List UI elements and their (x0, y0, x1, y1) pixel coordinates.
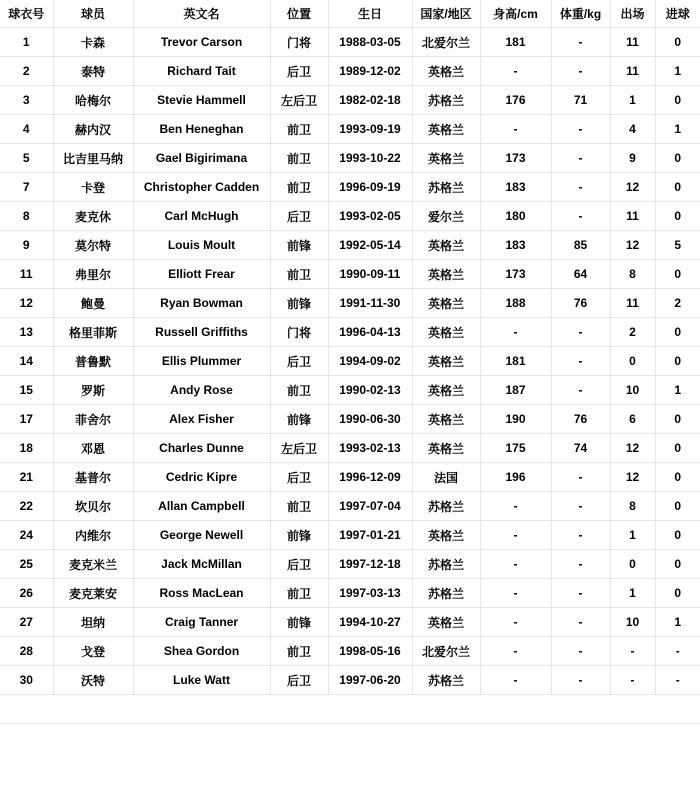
table-row (0, 579, 700, 608)
weight-cell: - (551, 318, 610, 347)
weight-cell: - (551, 608, 610, 637)
appearances-cell: 12 (610, 434, 655, 463)
jersey-number-cell: 1 (0, 28, 53, 57)
goals-cell: 5 (655, 231, 700, 260)
appearances-cell: 11 (610, 28, 655, 57)
player-name-cell: 哈梅尔 (53, 86, 133, 115)
country-cell: 苏格兰 (412, 550, 480, 579)
country-cell: 英格兰 (412, 347, 480, 376)
country-cell: 英格兰 (412, 115, 480, 144)
jersey-number-cell: 18 (0, 434, 53, 463)
table-row (0, 115, 700, 144)
position-cell: 后卫 (270, 202, 328, 231)
jersey-number-cell: 17 (0, 405, 53, 434)
player-name-cell: 卡登 (53, 173, 133, 202)
english-name-cell: Richard Tait (133, 57, 270, 86)
goals-cell: 0 (655, 144, 700, 173)
jersey-number-cell: 26 (0, 579, 53, 608)
position-cell: 后卫 (270, 463, 328, 492)
table-row (0, 289, 700, 318)
birthday-cell: 1990-02-13 (328, 376, 412, 405)
appearances-cell: 11 (610, 289, 655, 318)
country-cell: 英格兰 (412, 405, 480, 434)
height-cell: 187 (480, 376, 551, 405)
player-name-cell: 弗里尔 (53, 260, 133, 289)
table-footer-empty-row (0, 695, 700, 724)
height-cell: - (480, 637, 551, 666)
jersey-number-cell: 21 (0, 463, 53, 492)
weight-cell: - (551, 666, 610, 695)
goals-cell: 2 (655, 289, 700, 318)
goals-cell: 1 (655, 608, 700, 637)
height-cell: - (480, 521, 551, 550)
column-header-birthday: 生日 (328, 0, 412, 28)
goals-cell: 1 (655, 376, 700, 405)
position-cell: 前卫 (270, 376, 328, 405)
position-cell: 前卫 (270, 579, 328, 608)
height-cell: - (480, 318, 551, 347)
birthday-cell: 1993-02-13 (328, 434, 412, 463)
player-name-cell: 鲍曼 (53, 289, 133, 318)
goals-cell: 0 (655, 463, 700, 492)
appearances-cell: 2 (610, 318, 655, 347)
weight-cell: - (551, 144, 610, 173)
column-header-weight: 体重/kg (551, 0, 610, 28)
position-cell: 前锋 (270, 608, 328, 637)
appearances-cell: 8 (610, 260, 655, 289)
goals-cell: 0 (655, 28, 700, 57)
weight-cell: - (551, 492, 610, 521)
jersey-number-cell: 24 (0, 521, 53, 550)
country-cell: 英格兰 (412, 57, 480, 86)
country-cell: 苏格兰 (412, 173, 480, 202)
english-name-cell: Louis Moult (133, 231, 270, 260)
weight-cell: 76 (551, 289, 610, 318)
birthday-cell: 1997-01-21 (328, 521, 412, 550)
jersey-number-cell: 30 (0, 666, 53, 695)
birthday-cell: 1990-09-11 (328, 260, 412, 289)
goals-cell: 0 (655, 434, 700, 463)
jersey-number-cell: 4 (0, 115, 53, 144)
height-cell: 181 (480, 347, 551, 376)
position-cell: 后卫 (270, 666, 328, 695)
goals-cell: 1 (655, 57, 700, 86)
height-cell: 173 (480, 144, 551, 173)
weight-cell: 64 (551, 260, 610, 289)
weight-cell: 74 (551, 434, 610, 463)
position-cell: 前锋 (270, 289, 328, 318)
english-name-cell: Ben Heneghan (133, 115, 270, 144)
english-name-cell: Cedric Kipre (133, 463, 270, 492)
player-name-cell: 基普尔 (53, 463, 133, 492)
height-cell: 183 (480, 231, 551, 260)
jersey-number-cell: 3 (0, 86, 53, 115)
goals-cell: - (655, 666, 700, 695)
position-cell: 前锋 (270, 231, 328, 260)
table-row (0, 521, 700, 550)
birthday-cell: 1996-04-13 (328, 318, 412, 347)
country-cell: 苏格兰 (412, 666, 480, 695)
player-name-cell: 赫内汉 (53, 115, 133, 144)
weight-cell: - (551, 173, 610, 202)
weight-cell: - (551, 376, 610, 405)
jersey-number-cell: 2 (0, 57, 53, 86)
weight-cell: - (551, 28, 610, 57)
table-row (0, 550, 700, 579)
jersey-number-cell: 28 (0, 637, 53, 666)
height-cell: 190 (480, 405, 551, 434)
height-cell: - (480, 550, 551, 579)
appearances-cell: 1 (610, 579, 655, 608)
player-name-cell: 泰特 (53, 57, 133, 86)
player-name-cell: 罗斯 (53, 376, 133, 405)
height-cell: 183 (480, 173, 551, 202)
weight-cell: - (551, 115, 610, 144)
english-name-cell: Andy Rose (133, 376, 270, 405)
goals-cell: 0 (655, 86, 700, 115)
country-cell: 苏格兰 (412, 492, 480, 521)
table-row (0, 231, 700, 260)
player-name-cell: 比吉里马纳 (53, 144, 133, 173)
player-name-cell: 麦克休 (53, 202, 133, 231)
position-cell: 前锋 (270, 405, 328, 434)
player-name-cell: 卡森 (53, 28, 133, 57)
country-cell: 英格兰 (412, 608, 480, 637)
country-cell: 英格兰 (412, 376, 480, 405)
appearances-cell: 6 (610, 405, 655, 434)
goals-cell: 0 (655, 347, 700, 376)
jersey-number-cell: 12 (0, 289, 53, 318)
table-row (0, 608, 700, 637)
birthday-cell: 1997-06-20 (328, 666, 412, 695)
country-cell: 英格兰 (412, 231, 480, 260)
column-header-goals: 进球 (655, 0, 700, 28)
player-name-cell: 内维尔 (53, 521, 133, 550)
goals-cell: 0 (655, 405, 700, 434)
height-cell: - (480, 492, 551, 521)
height-cell: - (480, 666, 551, 695)
column-header-country: 国家/地区 (412, 0, 480, 28)
table-row (0, 376, 700, 405)
table-row (0, 318, 700, 347)
country-cell: 英格兰 (412, 260, 480, 289)
column-header-player-name: 球员 (53, 0, 133, 28)
player-name-cell: 菲舍尔 (53, 405, 133, 434)
english-name-cell: George Newell (133, 521, 270, 550)
player-name-cell: 坦纳 (53, 608, 133, 637)
weight-cell: - (551, 202, 610, 231)
english-name-cell: Ross MacLean (133, 579, 270, 608)
table-row (0, 28, 700, 57)
english-name-cell: Gael Bigirimana (133, 144, 270, 173)
weight-cell: - (551, 57, 610, 86)
appearances-cell: - (610, 666, 655, 695)
english-name-cell: Craig Tanner (133, 608, 270, 637)
table-row (0, 463, 700, 492)
birthday-cell: 1990-06-30 (328, 405, 412, 434)
goals-cell: 0 (655, 202, 700, 231)
table-row (0, 57, 700, 86)
position-cell: 左后卫 (270, 86, 328, 115)
table-row (0, 637, 700, 666)
player-name-cell: 邓恩 (53, 434, 133, 463)
appearances-cell: 0 (610, 550, 655, 579)
birthday-cell: 1993-10-22 (328, 144, 412, 173)
birthday-cell: 1988-03-05 (328, 28, 412, 57)
country-cell: 苏格兰 (412, 86, 480, 115)
country-cell: 英格兰 (412, 144, 480, 173)
table-row (0, 405, 700, 434)
english-name-cell: Luke Watt (133, 666, 270, 695)
birthday-cell: 1991-11-30 (328, 289, 412, 318)
position-cell: 前卫 (270, 173, 328, 202)
position-cell: 后卫 (270, 550, 328, 579)
goals-cell: 0 (655, 492, 700, 521)
column-header-jersey-number: 球衣号 (0, 0, 53, 28)
weight-cell: - (551, 637, 610, 666)
birthday-cell: 1997-12-18 (328, 550, 412, 579)
english-name-cell: Trevor Carson (133, 28, 270, 57)
weight-cell: - (551, 521, 610, 550)
goals-cell: 0 (655, 550, 700, 579)
height-cell: 176 (480, 86, 551, 115)
appearances-cell: 4 (610, 115, 655, 144)
birthday-cell: 1996-09-19 (328, 173, 412, 202)
position-cell: 门将 (270, 28, 328, 57)
position-cell: 前锋 (270, 521, 328, 550)
table-row (0, 144, 700, 173)
player-name-cell: 麦克米兰 (53, 550, 133, 579)
jersey-number-cell: 7 (0, 173, 53, 202)
weight-cell: 71 (551, 86, 610, 115)
goals-cell: 0 (655, 318, 700, 347)
player-name-cell: 麦克莱安 (53, 579, 133, 608)
english-name-cell: Carl McHugh (133, 202, 270, 231)
goals-cell: 0 (655, 173, 700, 202)
appearances-cell: 12 (610, 463, 655, 492)
jersey-number-cell: 9 (0, 231, 53, 260)
position-cell: 前卫 (270, 115, 328, 144)
table-row (0, 173, 700, 202)
weight-cell: 76 (551, 405, 610, 434)
height-cell: - (480, 579, 551, 608)
weight-cell: - (551, 550, 610, 579)
player-name-cell: 莫尔特 (53, 231, 133, 260)
english-name-cell: Ellis Plummer (133, 347, 270, 376)
position-cell: 左后卫 (270, 434, 328, 463)
position-cell: 后卫 (270, 347, 328, 376)
english-name-cell: Charles Dunne (133, 434, 270, 463)
jersey-number-cell: 25 (0, 550, 53, 579)
jersey-number-cell: 5 (0, 144, 53, 173)
jersey-number-cell: 27 (0, 608, 53, 637)
birthday-cell: 1993-09-19 (328, 115, 412, 144)
height-cell: 188 (480, 289, 551, 318)
position-cell: 前卫 (270, 492, 328, 521)
table-row (0, 260, 700, 289)
country-cell: 北爱尔兰 (412, 28, 480, 57)
player-name-cell: 戈登 (53, 637, 133, 666)
appearances-cell: 1 (610, 521, 655, 550)
position-cell: 前卫 (270, 637, 328, 666)
country-cell: 苏格兰 (412, 579, 480, 608)
appearances-cell: 1 (610, 86, 655, 115)
jersey-number-cell: 8 (0, 202, 53, 231)
jersey-number-cell: 14 (0, 347, 53, 376)
birthday-cell: 1996-12-09 (328, 463, 412, 492)
english-name-cell: Russell Griffiths (133, 318, 270, 347)
jersey-number-cell: 15 (0, 376, 53, 405)
weight-cell: - (551, 463, 610, 492)
header-row (0, 0, 700, 28)
english-name-cell: Ryan Bowman (133, 289, 270, 318)
appearances-cell: 12 (610, 173, 655, 202)
birthday-cell: 1997-07-04 (328, 492, 412, 521)
height-cell: - (480, 608, 551, 637)
jersey-number-cell: 13 (0, 318, 53, 347)
table-row (0, 434, 700, 463)
appearances-cell: 8 (610, 492, 655, 521)
country-cell: 法国 (412, 463, 480, 492)
birthday-cell: 1998-05-16 (328, 637, 412, 666)
player-name-cell: 普鲁默 (53, 347, 133, 376)
english-name-cell: Elliott Frear (133, 260, 270, 289)
appearances-cell: 12 (610, 231, 655, 260)
height-cell: 181 (480, 28, 551, 57)
column-header-position: 位置 (270, 0, 328, 28)
height-cell: 173 (480, 260, 551, 289)
appearances-cell: - (610, 637, 655, 666)
goals-cell: 0 (655, 579, 700, 608)
column-header-height: 身高/cm (480, 0, 551, 28)
english-name-cell: Stevie Hammell (133, 86, 270, 115)
country-cell: 英格兰 (412, 434, 480, 463)
appearances-cell: 11 (610, 57, 655, 86)
english-name-cell: Allan Campbell (133, 492, 270, 521)
goals-cell: 0 (655, 260, 700, 289)
english-name-cell: Jack McMillan (133, 550, 270, 579)
weight-cell: 85 (551, 231, 610, 260)
country-cell: 爱尔兰 (412, 202, 480, 231)
column-header-appearances: 出场 (610, 0, 655, 28)
english-name-cell: Shea Gordon (133, 637, 270, 666)
table-body (0, 28, 700, 695)
weight-cell: - (551, 347, 610, 376)
goals-cell: - (655, 637, 700, 666)
appearances-cell: 0 (610, 347, 655, 376)
birthday-cell: 1989-12-02 (328, 57, 412, 86)
birthday-cell: 1994-09-02 (328, 347, 412, 376)
table-row (0, 347, 700, 376)
country-cell: 北爱尔兰 (412, 637, 480, 666)
column-header-english-name: 英文名 (133, 0, 270, 28)
goals-cell: 1 (655, 115, 700, 144)
birthday-cell: 1994-10-27 (328, 608, 412, 637)
english-name-cell: Christopher Cadden (133, 173, 270, 202)
table-row (0, 492, 700, 521)
position-cell: 前卫 (270, 260, 328, 289)
player-name-cell: 沃特 (53, 666, 133, 695)
country-cell: 英格兰 (412, 521, 480, 550)
goals-cell: 0 (655, 521, 700, 550)
country-cell: 英格兰 (412, 289, 480, 318)
height-cell: 180 (480, 202, 551, 231)
table-row (0, 666, 700, 695)
appearances-cell: 11 (610, 202, 655, 231)
weight-cell: - (551, 579, 610, 608)
height-cell: - (480, 57, 551, 86)
birthday-cell: 1982-02-18 (328, 86, 412, 115)
position-cell: 前卫 (270, 144, 328, 173)
table-row (0, 86, 700, 115)
position-cell: 后卫 (270, 57, 328, 86)
appearances-cell: 10 (610, 376, 655, 405)
english-name-cell: Alex Fisher (133, 405, 270, 434)
player-name-cell: 坎贝尔 (53, 492, 133, 521)
country-cell: 英格兰 (412, 318, 480, 347)
table-header (0, 0, 700, 28)
appearances-cell: 9 (610, 144, 655, 173)
birthday-cell: 1992-05-14 (328, 231, 412, 260)
birthday-cell: 1993-02-05 (328, 202, 412, 231)
height-cell: 175 (480, 434, 551, 463)
player-name-cell: 格里菲斯 (53, 318, 133, 347)
height-cell: - (480, 115, 551, 144)
height-cell: 196 (480, 463, 551, 492)
jersey-number-cell: 22 (0, 492, 53, 521)
table-row (0, 202, 700, 231)
birthday-cell: 1997-03-13 (328, 579, 412, 608)
appearances-cell: 10 (610, 608, 655, 637)
position-cell: 门将 (270, 318, 328, 347)
jersey-number-cell: 11 (0, 260, 53, 289)
